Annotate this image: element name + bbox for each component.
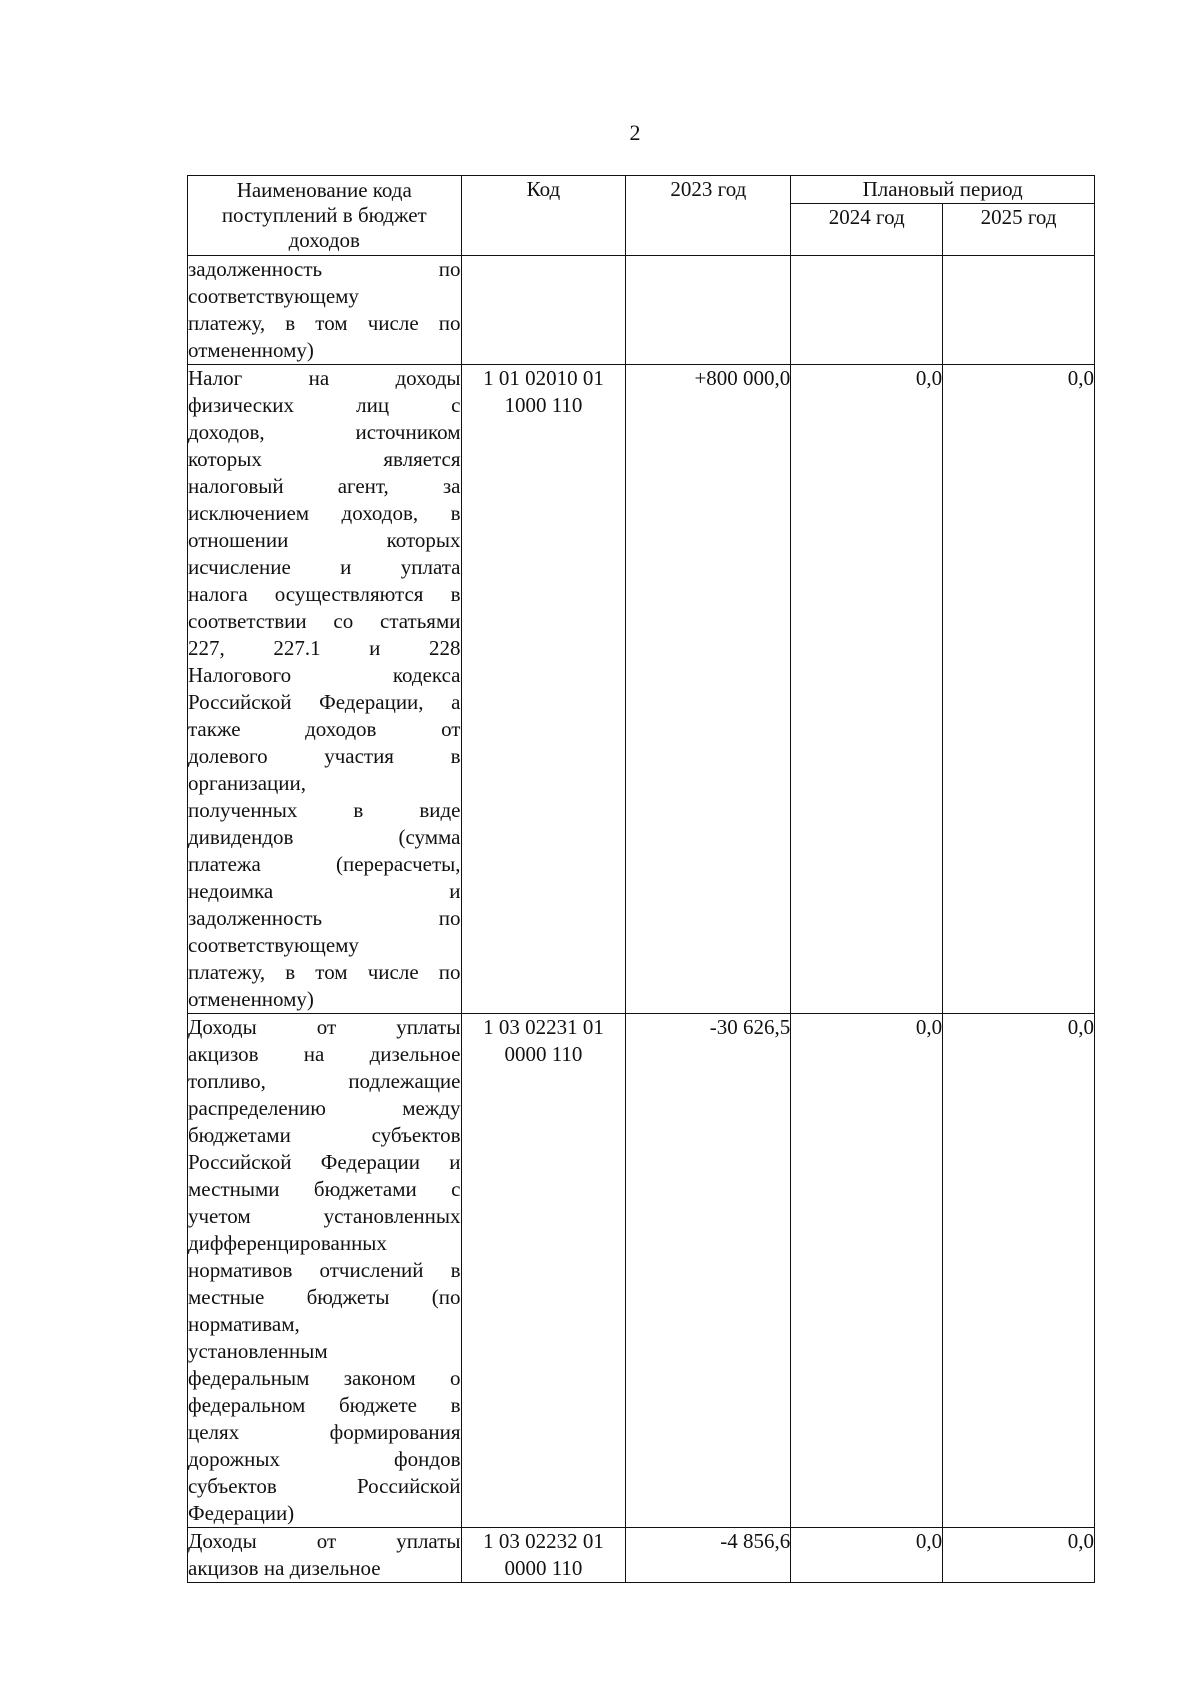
revenue-name-line: Налог на доходы: [188, 366, 461, 390]
amount-2023-cell: +800 000,0: [626, 365, 791, 1014]
revenue-code-cell: [461, 256, 626, 365]
amount-2023-cell: -4 856,6: [626, 1528, 791, 1583]
revenue-name-line: Доходы от уплаты: [188, 1529, 461, 1553]
revenue-code-line: 1000 110: [504, 393, 583, 417]
amount-2024-cell: [791, 256, 943, 365]
table-row: [188, 256, 1095, 365]
revenue-name-line: Налогового кодекса: [188, 663, 461, 687]
revenue-name-line: местные бюджеты (по: [188, 1285, 461, 1309]
revenue-name-line: полученных в виде: [188, 798, 461, 822]
table-row: [188, 1528, 1095, 1583]
revenue-code-line: 0000 110: [504, 1556, 583, 1580]
revenue-code-cell: [461, 1014, 626, 1528]
amount-2023-cell: -30 626,5: [626, 1014, 791, 1528]
revenue-name-line: нормативам,: [188, 1312, 300, 1336]
revenue-name-line: недоимка и: [188, 879, 461, 903]
revenue-name-line: соответствии со статьями: [188, 609, 461, 633]
revenue-name-line: платежу, в том числе по: [188, 960, 461, 984]
revenue-code-line: 0000 110: [504, 1042, 583, 1066]
revenue-name-line: Федерации): [188, 1501, 295, 1525]
revenue-name-line: отмененному): [188, 987, 314, 1011]
revenue-code-line: 1 01 02010 01: [483, 366, 604, 390]
revenue-name-line: физических лиц с: [188, 393, 461, 417]
revenue-name-line: дорожных фондов: [188, 1447, 461, 1471]
revenue-name-line: Российской Федерации, а: [188, 690, 461, 714]
header-year-2024: 2024 год: [791, 204, 943, 256]
amount-2023-cell: [626, 256, 791, 365]
revenue-name-line: бюджетами субъектов: [188, 1123, 461, 1147]
revenue-name-line: задолженность по: [188, 906, 461, 930]
amount-2025-cell: 0,0: [943, 1528, 1095, 1583]
revenue-name-line: доходов, источником: [188, 420, 461, 444]
page-number: 2: [629, 120, 641, 145]
amount-2024-cell: 0,0: [791, 1014, 943, 1528]
revenue-name-line: учетом установленных: [188, 1204, 461, 1228]
amount-2024-cell: 0,0: [791, 365, 943, 1014]
revenue-name-line: распределению между: [188, 1096, 461, 1120]
header-code: Код: [461, 176, 626, 256]
amount-2025-cell: 0,0: [943, 1014, 1095, 1528]
header-year-2025: 2025 год: [943, 204, 1095, 256]
revenue-name-line: соответствующему: [188, 284, 359, 308]
revenue-name-line: также доходов от: [188, 717, 461, 741]
revenue-name-line: местными бюджетами с: [188, 1177, 461, 1201]
revenue-name-line: организации,: [188, 771, 306, 795]
revenue-name-line: субъектов Российской: [188, 1474, 461, 1498]
header-year-2023: 2023 год: [626, 176, 791, 256]
revenue-code-line: 1 03 02232 01: [483, 1529, 604, 1553]
header-name: Наименование кода поступлений в бюджет доходов: [188, 176, 462, 256]
revenue-name-cell: [188, 1014, 462, 1528]
revenue-name-line: Доходы от уплаты: [188, 1015, 461, 1039]
revenue-name-line: отношении которых: [188, 528, 461, 552]
revenue-name-line: задолженность по: [188, 257, 461, 281]
revenue-name-line: нормативов отчислений в: [188, 1258, 461, 1282]
amount-2024-cell: 0,0: [791, 1528, 943, 1583]
revenue-name-line: акцизов на дизельное: [188, 1042, 461, 1066]
revenue-name-cell: [188, 256, 462, 365]
revenue-name-line: долевого участия в: [188, 744, 461, 768]
revenue-name-line: платежу, в том числе по: [188, 311, 461, 335]
revenue-name-line: Российской Федерации и: [188, 1150, 461, 1174]
revenue-code-cell: [461, 1528, 626, 1583]
revenue-name-line: дифференцированных: [188, 1231, 387, 1255]
revenue-name-line: отмененному): [188, 338, 314, 362]
amount-2025-cell: [943, 256, 1095, 365]
budget-revenue-table: [187, 175, 1095, 1583]
revenue-name-line: федеральном бюджете в: [188, 1393, 461, 1417]
revenue-code-cell: [461, 365, 626, 1014]
revenue-name-line: федеральным законом о: [188, 1366, 461, 1390]
revenue-name-line: топливо, подлежащие: [188, 1069, 461, 1093]
table-body: [188, 256, 1095, 1583]
revenue-name-cell: [188, 1528, 462, 1583]
table-row: [188, 1014, 1095, 1528]
revenue-name-line: исчисление и уплата: [188, 555, 461, 579]
revenue-name-line: налоговый агент, за: [188, 474, 461, 498]
revenue-name-line: исключением доходов, в: [188, 501, 461, 525]
revenue-name-line: соответствующему: [188, 933, 359, 957]
revenue-name-line: дивидендов (сумма: [188, 825, 461, 849]
revenue-name-line: установленным: [188, 1339, 328, 1363]
amount-2025-cell: 0,0: [943, 365, 1095, 1014]
revenue-name-line: платежа (перерасчеты,: [188, 852, 461, 876]
revenue-name-line: акцизов на дизельное: [188, 1556, 381, 1580]
revenue-name-line: целях формирования: [188, 1420, 461, 1444]
revenue-name-line: налога осуществляются в: [188, 582, 461, 606]
revenue-name-line: которых является: [188, 447, 461, 471]
revenue-name-line: 227, 227.1 и 228: [188, 636, 461, 660]
header-planning-period: Плановый период: [791, 176, 1095, 204]
revenue-code-line: 1 03 02231 01: [483, 1015, 604, 1039]
table-row: [188, 365, 1095, 1014]
revenue-name-cell: [188, 365, 462, 1014]
